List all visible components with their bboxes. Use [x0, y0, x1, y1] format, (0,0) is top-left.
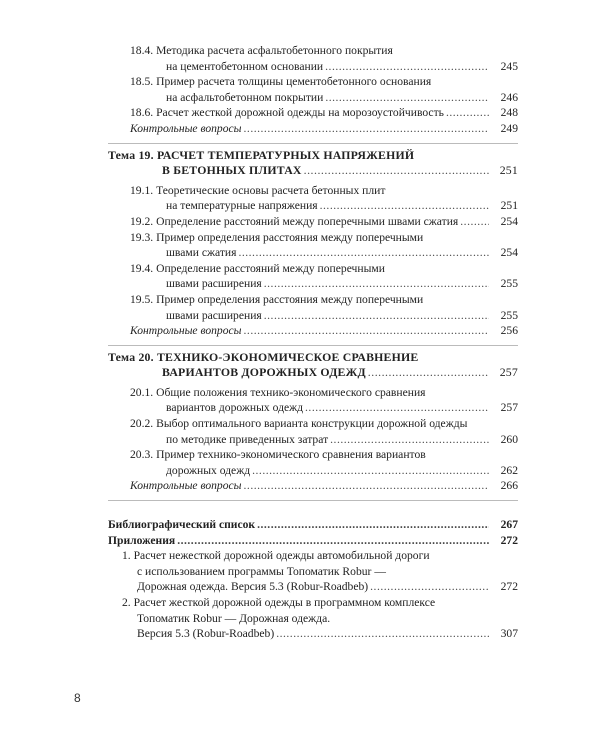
toc-entry-title: на температурные напряжения [166, 199, 318, 213]
toc-entry-title: Библиографический список [108, 518, 256, 532]
toc-entry-text [130, 183, 385, 199]
spacer [108, 505, 518, 517]
toc-entry-line [130, 43, 518, 59]
toc-entry-title: Контрольные вопросы [130, 324, 242, 338]
toc-entry-text [130, 308, 262, 324]
toc-entry-text [130, 261, 385, 277]
leader-dots [264, 308, 489, 324]
toc-page-number: 262 [500, 463, 518, 477]
leader-dots [446, 105, 489, 121]
toc-entry [108, 74, 518, 105]
toc-entry-line [130, 59, 518, 75]
leader-dots [304, 163, 489, 179]
toc-entry-text [130, 74, 431, 90]
toc-entry-line [130, 121, 518, 137]
toc-entry-number: 18.5. [130, 75, 154, 89]
toc-topic [108, 148, 518, 179]
toc-page-number: 251 [500, 199, 518, 213]
leader-dots [370, 579, 489, 595]
toc-entry-number: 18.4. [130, 44, 154, 57]
toc-entry-title: швами расширения [166, 308, 262, 322]
toc-topic-text [108, 350, 418, 366]
toc-topic-title: РАСЧЕТ ТЕМПЕРАТУРНЫХ НАПРЯЖЕНИЙ [156, 147, 415, 162]
toc-page-number: 245 [500, 59, 518, 73]
toc-entry-number: 20.2. [130, 417, 154, 431]
toc-entry-line [122, 595, 518, 611]
leader-dots [460, 214, 489, 230]
toc-entry-line [122, 626, 518, 642]
toc-entry-line [130, 292, 518, 308]
section-divider [108, 500, 518, 501]
toc-entry [108, 214, 518, 230]
toc-page-number: 248 [500, 106, 518, 120]
toc-page-number: 266 [500, 479, 518, 493]
toc-entry-title: Дорожная одежда. Версия 5.3 (Robur-Roadbeb) [137, 580, 369, 594]
toc-entry-line [130, 385, 518, 401]
toc-entry [108, 533, 518, 549]
toc-topic-line [108, 365, 518, 381]
toc-topic-text [108, 148, 414, 164]
toc-entry-title: Пример расчета толщины цементобетонного основания [156, 75, 432, 89]
toc-entry-line [130, 400, 518, 416]
toc-entry [108, 548, 518, 595]
toc-topic [108, 350, 518, 381]
toc-entry-title: на цементобетонном основании [166, 59, 324, 73]
toc-topic-line [108, 350, 518, 366]
toc-entry-line [122, 579, 518, 595]
toc-page-number: 257 [499, 365, 518, 380]
toc-entry [108, 385, 518, 416]
toc-entry-title: Расчет нежесткой дорожной одежды автомобильной дороги [133, 549, 430, 563]
toc-entry-line [108, 533, 518, 549]
leader-dots [244, 121, 489, 137]
toc-entry-number: 19.2. [130, 214, 154, 228]
toc-entry [108, 292, 518, 323]
toc-entry-title: дорожных одежд [166, 463, 251, 477]
toc-topic-label: Тема 20. [108, 349, 154, 364]
toc-entry-title: вариантов дорожных одежд [166, 401, 304, 415]
toc-entry [108, 230, 518, 261]
toc-entry-line [130, 183, 518, 199]
table-of-contents [108, 43, 518, 642]
toc-topic-line [108, 163, 518, 179]
toc-page-number: 307 [500, 627, 518, 641]
toc-entry-text [130, 90, 323, 106]
toc-entry-number: 1. [122, 549, 131, 563]
toc-entry-text [122, 595, 435, 611]
toc-topic-text [108, 163, 302, 179]
toc-topic-title: В БЕТОННЫХ ПЛИТАХ [162, 163, 302, 178]
toc-entry-line [130, 261, 518, 277]
toc-entry-line [130, 214, 518, 230]
toc-entry [108, 323, 518, 339]
toc-entry-text [130, 432, 328, 448]
toc-entry-text [122, 564, 386, 580]
toc-entry-title: Определение расстояний между поперечными швами сжатия [156, 214, 459, 228]
toc-page-number: 254 [500, 246, 518, 260]
section-divider [108, 143, 518, 144]
toc-entry [108, 183, 518, 214]
toc-entry [108, 447, 518, 478]
toc-entry-number: 19.5. [130, 292, 154, 306]
toc-entry-title: по методике приведенных затрат [166, 432, 329, 446]
toc-entry-line [130, 230, 518, 246]
toc-entry-title: Приложения [108, 533, 176, 547]
toc-entry-line [130, 478, 518, 494]
toc-entry-line [122, 611, 518, 627]
toc-entry-line [122, 564, 518, 580]
toc-entry-line [130, 276, 518, 292]
toc-entry [108, 416, 518, 447]
leader-dots [252, 463, 489, 479]
toc-entry-line [130, 105, 518, 121]
toc-entry-title: Топоматик Robur — Дорожная одежда. [137, 611, 331, 625]
toc-entry-title: Определение расстояний между поперечными [156, 261, 385, 275]
page-number: 8 [74, 691, 81, 705]
toc-entry-line [108, 517, 518, 533]
toc-entry-text [130, 105, 444, 121]
toc-page-number: 249 [500, 121, 518, 135]
toc-page-number: 251 [499, 163, 518, 178]
toc-entry-number: 19.3. [130, 230, 154, 244]
toc-entry-title: Контрольные вопросы [130, 121, 242, 135]
toc-entry-text [122, 626, 274, 642]
toc-entry-title: швами расширения [166, 277, 262, 291]
toc-entry [108, 517, 518, 533]
leader-dots [305, 400, 489, 416]
toc-page-number: 246 [500, 90, 518, 104]
toc-entry-text [130, 43, 393, 59]
toc-entry-text [130, 385, 426, 401]
toc-entry-line [130, 245, 518, 261]
toc-entry-title: Теоретические основы расчета бетонных плит [156, 183, 386, 197]
toc-page-number: 256 [500, 324, 518, 338]
toc-topic-text [108, 365, 366, 381]
toc-entry-title: Пример определения расстояния между поперечными [156, 230, 424, 244]
toc-entry-title: Пример определения расстояния между поперечными [156, 292, 424, 306]
toc-entry-line [130, 90, 518, 106]
toc-entry-title: на асфальтобетонном покрытии [166, 90, 324, 104]
toc-entry [108, 261, 518, 292]
leader-dots [325, 90, 489, 106]
toc-entry-text [130, 276, 262, 292]
toc-entry-text [122, 611, 330, 627]
toc-page-number: 254 [500, 214, 518, 228]
toc-topic-title: ТЕХНИКО-ЭКОНОМИЧЕСКОЕ СРАВНЕНИЕ [156, 349, 419, 364]
toc-entry-text [130, 416, 467, 432]
leader-dots [244, 323, 489, 339]
toc-entry-text [130, 59, 323, 75]
toc-entry-title: Пример технико-экономического сравнения вариантов [156, 448, 426, 462]
toc-topic-title: ВАРИАНТОВ ДОРОЖНЫХ ОДЕЖД [162, 365, 366, 380]
toc-entry [108, 105, 518, 121]
leader-dots [177, 533, 489, 549]
toc-entry-line [130, 432, 518, 448]
toc-entry-text [130, 400, 303, 416]
toc-entry-title: Расчет жесткой дорожной одежды на морозоустойчивость [156, 106, 444, 120]
leader-dots [320, 198, 489, 214]
toc-entry-text [130, 198, 318, 214]
toc-entry-line [122, 548, 518, 564]
toc-entry-title: Версия 5.3 (Robur-Roadbeb) [137, 627, 275, 641]
leader-dots [264, 276, 489, 292]
toc-entry [108, 43, 518, 74]
toc-entry-line [130, 198, 518, 214]
toc-entry-number: 2. [122, 596, 131, 609]
toc-entry-text [122, 579, 368, 595]
leader-dots [368, 365, 489, 381]
toc-entry-text [130, 245, 236, 261]
toc-entry-title: швами сжатия [166, 246, 237, 260]
toc-entry-number: 20.1. [130, 385, 154, 399]
toc-entry-line [130, 463, 518, 479]
toc-topic-label: Тема 19. [108, 147, 154, 162]
toc-page-number: 255 [500, 277, 518, 291]
toc-entry-number: 19.1. [130, 183, 154, 197]
toc-entry-line [130, 323, 518, 339]
toc-page-number: 260 [500, 432, 518, 446]
toc-entry-text [130, 230, 423, 246]
toc-entry-number: 18.6. [130, 106, 154, 120]
toc-entry-text [122, 548, 430, 564]
toc-entry-text [130, 447, 426, 463]
leader-dots [238, 245, 489, 261]
toc-entry-line [130, 308, 518, 324]
toc-entry [108, 478, 518, 494]
toc-entry-number: 20.3. [130, 448, 154, 462]
toc-entry-title: Выбор оптимального варианта конструкции дорожной одежды [156, 417, 468, 431]
toc-entry-line [130, 74, 518, 90]
leader-dots [244, 478, 489, 494]
toc-entry-text [130, 463, 250, 479]
toc-entry-title: Общие положения технико-экономического сравнения [156, 385, 426, 399]
toc-entry-text [130, 214, 458, 230]
leader-dots [325, 59, 489, 75]
toc-page-number: 255 [500, 308, 518, 322]
toc-entry-line [130, 416, 518, 432]
toc-page-number: 272 [500, 580, 518, 594]
toc-entry [108, 121, 518, 137]
leader-dots [276, 626, 489, 642]
toc-page-number: 257 [500, 401, 518, 415]
toc-entry-title: Расчет жесткой дорожной одежды в программном комплексе [133, 596, 436, 609]
toc-entry-title: Методика расчета асфальтобетонного покрытия [156, 44, 393, 57]
toc-topic-line [108, 148, 518, 164]
toc-page-number: 272 [500, 533, 518, 547]
toc-entry [108, 595, 518, 642]
leader-dots [257, 517, 489, 533]
toc-entry-title: с использованием программы Топоматик Robur — [137, 564, 386, 578]
leader-dots [330, 432, 489, 448]
toc-entry-text [130, 292, 423, 308]
toc-page-number: 267 [500, 518, 518, 532]
toc-entry-title: Контрольные вопросы [130, 479, 242, 493]
toc-entry-number: 19.4. [130, 261, 154, 275]
section-divider [108, 345, 518, 346]
toc-entry-line [130, 447, 518, 463]
